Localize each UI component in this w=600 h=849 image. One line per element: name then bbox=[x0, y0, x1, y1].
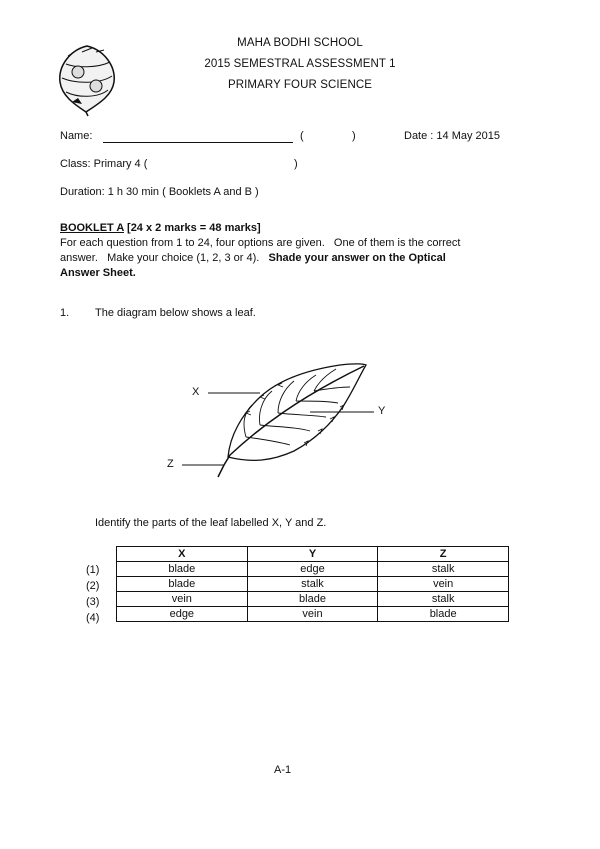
table-cell: stalk bbox=[378, 562, 509, 577]
index-paren-open: ( bbox=[300, 130, 304, 142]
table-cell: edge bbox=[117, 607, 248, 622]
label-z: Z bbox=[167, 458, 174, 470]
table-cell: stalk bbox=[378, 592, 509, 607]
table-cell: blade bbox=[117, 562, 248, 577]
page-number: A-1 bbox=[274, 764, 292, 776]
table-cell: stalk bbox=[247, 577, 378, 592]
booklet-marks: [24 x 2 marks = 48 marks] bbox=[127, 222, 261, 234]
option-label: (3) bbox=[86, 596, 100, 608]
table-cell: blade bbox=[247, 592, 378, 607]
question-number: 1. bbox=[60, 307, 70, 319]
table-row bbox=[117, 592, 509, 607]
assessment-title: 2015 SEMESTRAL ASSESSMENT 1 bbox=[204, 58, 396, 70]
index-paren-close: ) bbox=[352, 130, 356, 142]
table-cell: blade bbox=[117, 577, 248, 592]
instruction-line-3: Answer Sheet. bbox=[60, 267, 136, 279]
option-label: (1) bbox=[86, 564, 100, 576]
school-logo bbox=[52, 38, 122, 118]
name-label: Name: bbox=[60, 130, 93, 142]
column-header-x: X bbox=[117, 547, 248, 562]
table-cell: vein bbox=[378, 577, 509, 592]
instruction-shade: Shade your answer on the Optical bbox=[268, 252, 446, 264]
instruction-choice: answer. Make your choice (1, 2, 3 or 4). bbox=[60, 252, 269, 264]
column-header-y: Y bbox=[247, 547, 378, 562]
option-label: (4) bbox=[86, 612, 100, 624]
exam-date: Date : 14 May 2015 bbox=[404, 130, 501, 142]
bodhi-leaf-logo-icon bbox=[52, 38, 122, 118]
booklet-heading bbox=[60, 222, 261, 234]
question-prompt: Identify the parts of the leaf labelled X, Y and Z. bbox=[95, 517, 327, 529]
table-cell: vein bbox=[117, 592, 248, 607]
booklet-title: BOOKLET A bbox=[60, 222, 124, 234]
option-label: (2) bbox=[86, 580, 100, 592]
table-header-row bbox=[117, 547, 509, 562]
label-x: X bbox=[192, 386, 200, 398]
instruction-line-2 bbox=[60, 252, 446, 264]
duration-text: Duration: 1 h 30 min ( Booklets A and B ) bbox=[60, 186, 259, 198]
table-row bbox=[117, 562, 509, 577]
question-text: The diagram below shows a leaf. bbox=[95, 307, 256, 319]
school-name: MAHA BODHI SCHOOL bbox=[237, 37, 363, 49]
options-row-labels bbox=[86, 546, 99, 626]
leaf-drawing bbox=[160, 355, 400, 485]
table-row bbox=[117, 607, 509, 622]
table-row bbox=[117, 577, 509, 592]
label-y: Y bbox=[378, 405, 386, 417]
class-label: Class: Primary 4 ( bbox=[60, 158, 148, 170]
class-paren-close: ) bbox=[294, 158, 298, 170]
table-cell: blade bbox=[378, 607, 509, 622]
subject-title: PRIMARY FOUR SCIENCE bbox=[227, 79, 373, 91]
leaf-diagram bbox=[160, 355, 400, 485]
instruction-line-1: For each question from 1 to 24, four options are given. One of them is the correct bbox=[60, 237, 461, 249]
options-table bbox=[116, 546, 509, 622]
column-header-z: Z bbox=[378, 547, 509, 562]
name-field-line[interactable] bbox=[103, 142, 293, 143]
table-cell: edge bbox=[247, 562, 378, 577]
table-cell: vein bbox=[247, 607, 378, 622]
